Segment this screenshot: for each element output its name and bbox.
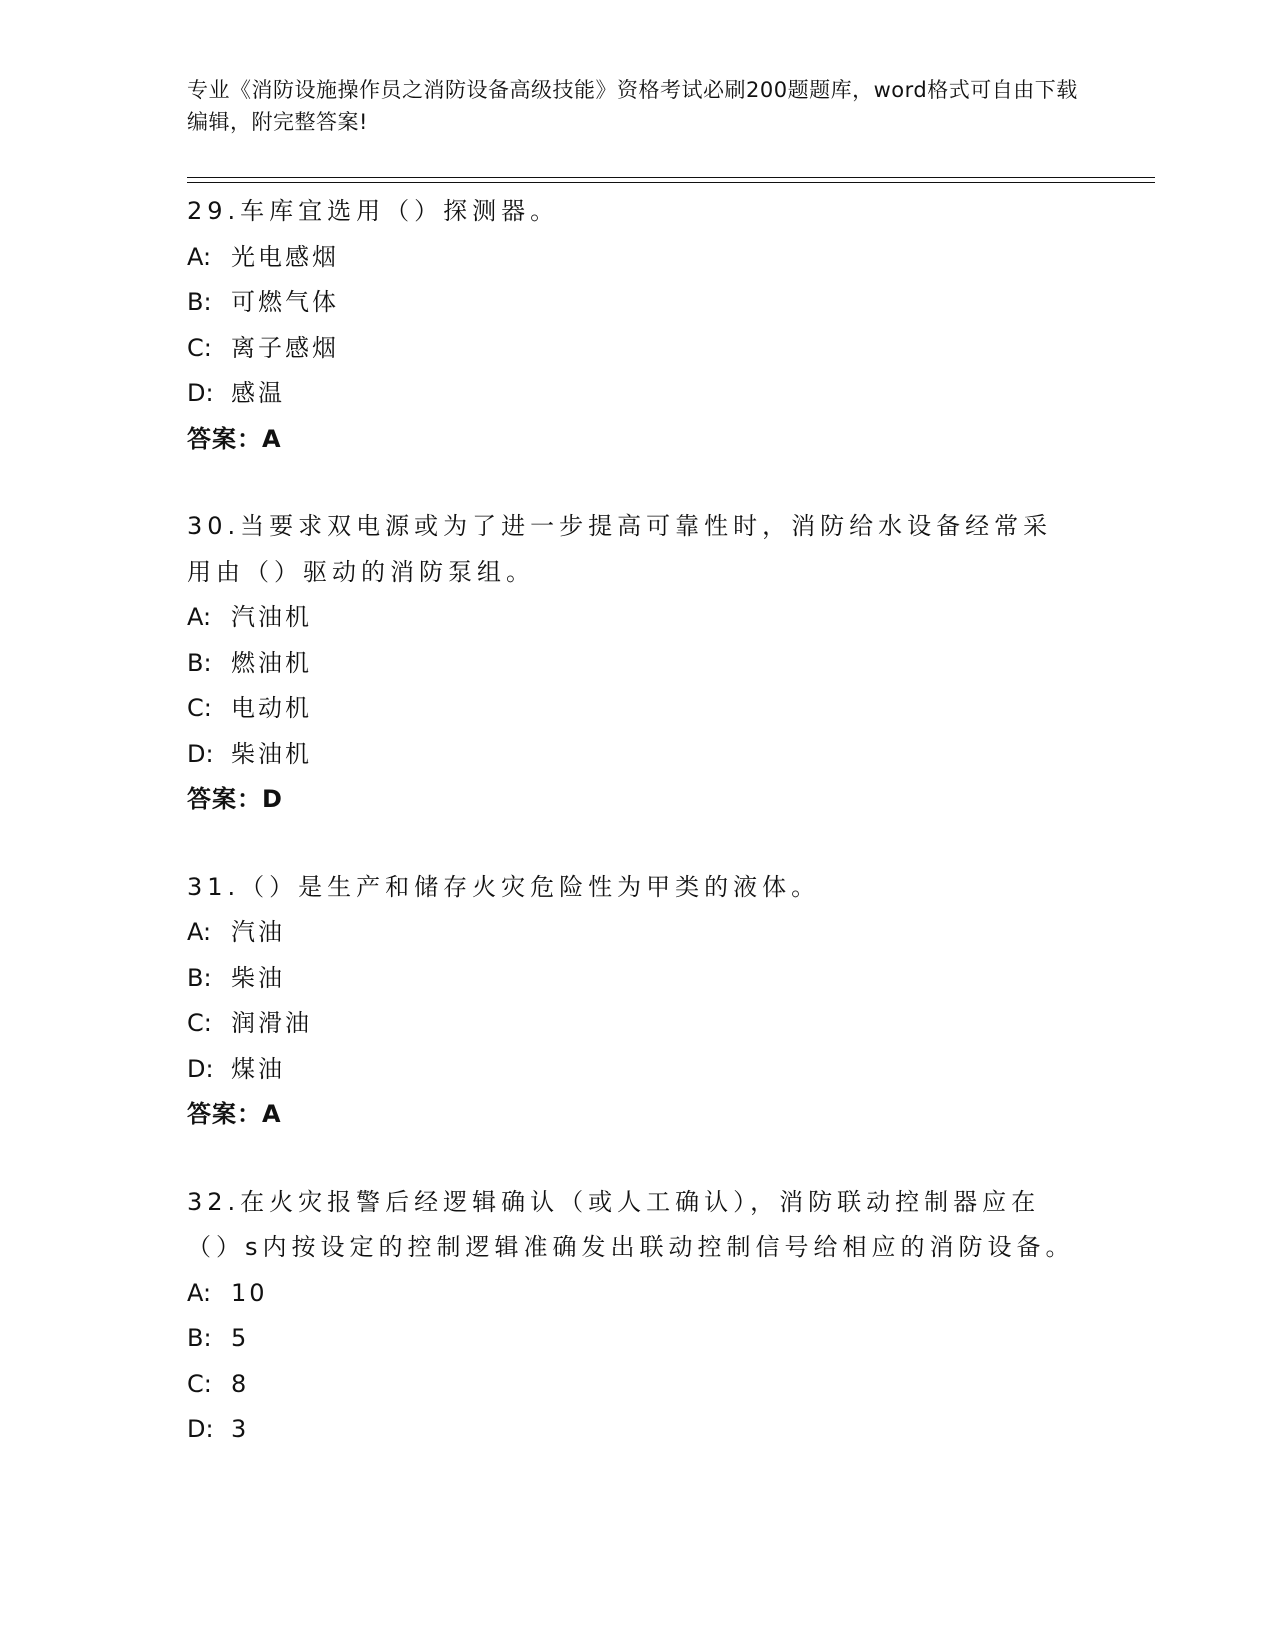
option-text: 柴油机 [231, 739, 312, 768]
header-divider-top [187, 177, 1155, 178]
question-stem: 32.在火灾报警后经逻辑确认（或人工确认），消防联动控制器应在（）s内按设定的控制逻辑准确发出联动控制信号给相应的消防设备。 [187, 1187, 1075, 1261]
option-text: 柴油 [231, 963, 285, 992]
option-key: D: [187, 1054, 214, 1083]
option-text: 可燃气体 [231, 288, 339, 316]
option-key: A: [187, 242, 212, 271]
option-text: 3 [231, 1415, 250, 1443]
option-d [187, 371, 1077, 417]
option-c [187, 326, 1077, 372]
question-stem: 31.（）是生产和储存火灾危险性为甲类的液体。 [187, 872, 821, 901]
question-32 [187, 1180, 1077, 1453]
answer-label: 答案：D [187, 785, 283, 813]
option-b [187, 280, 1077, 326]
option-key: C: [187, 333, 212, 362]
option-key: A: [187, 1278, 212, 1307]
option-text: 10 [231, 1278, 268, 1307]
question-list [187, 189, 1077, 1495]
option-d [187, 732, 1077, 778]
answer-label: 答案：A [187, 424, 282, 453]
document-header [187, 74, 1087, 138]
option-b [187, 956, 1077, 1002]
option-d [187, 1407, 1077, 1453]
option-text: 离子感烟 [231, 333, 339, 362]
header-divider-bottom [187, 182, 1155, 183]
option-text: 电动机 [231, 694, 312, 722]
option-key: C: [187, 1369, 212, 1398]
option-text: 8 [231, 1369, 250, 1398]
question-30 [187, 504, 1077, 823]
option-key: D: [187, 739, 214, 768]
option-b [187, 641, 1077, 687]
question-stem: 29.车库宜选用（）探测器。 [187, 197, 560, 225]
option-text: 感温 [231, 379, 285, 407]
option-key: C: [187, 1009, 212, 1037]
option-a [187, 595, 1077, 641]
option-d [187, 1047, 1077, 1093]
option-c [187, 686, 1077, 732]
option-a [187, 235, 1077, 281]
option-text: 汽油机 [231, 603, 312, 631]
option-key: D: [187, 379, 214, 407]
option-key: B: [187, 288, 212, 316]
option-text: 润滑油 [231, 1009, 312, 1037]
question-31 [187, 865, 1077, 1138]
option-c [187, 1001, 1077, 1047]
option-key: D: [187, 1415, 214, 1443]
option-key: B: [187, 1324, 212, 1352]
question-29 [187, 189, 1077, 462]
option-text: 5 [231, 1324, 250, 1352]
option-key: A: [187, 918, 212, 946]
question-stem: 30.当要求双电源或为了进一步提高可靠性时，消防给水设备经常采用由（）驱动的消防泵组。 [187, 512, 1053, 586]
option-text: 煤油 [231, 1054, 285, 1083]
option-key: A: [187, 603, 212, 631]
option-text: 汽油 [231, 918, 285, 946]
option-a [187, 1271, 1077, 1317]
option-text: 燃油机 [231, 648, 312, 677]
option-c [187, 1362, 1077, 1408]
option-key: B: [187, 963, 212, 992]
option-a [187, 910, 1077, 956]
header-text: 专业《消防设施操作员之消防设备高级技能》资格考试必刷200题题库，word格式可自由下载编辑，附完整答案! [187, 78, 1078, 134]
option-key: B: [187, 648, 212, 677]
answer-label: 答案：A [187, 1100, 282, 1128]
option-b [187, 1316, 1077, 1362]
option-text: 光电感烟 [231, 242, 339, 271]
option-key: C: [187, 694, 212, 722]
